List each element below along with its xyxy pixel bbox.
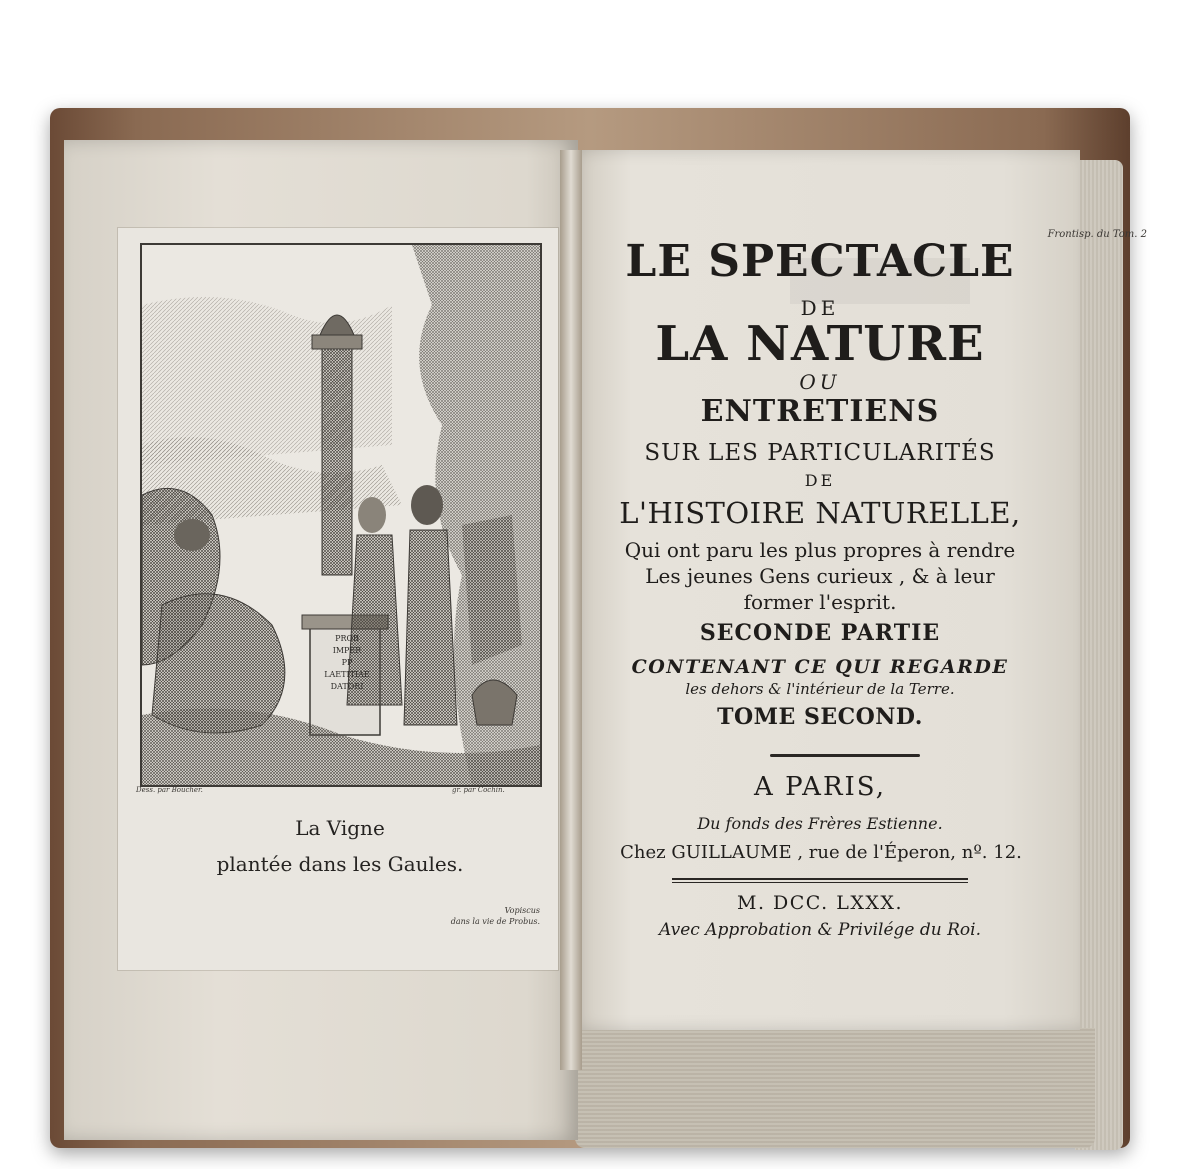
imprint-publisher: Du fonds des Frères Estienne. — [697, 814, 943, 833]
ornamental-rule — [770, 754, 920, 757]
part-contents-heading: CONTENANT CE QUI REGARDE — [631, 656, 1009, 678]
pedestal-inscription: PROB IMPER PP LAETITIAE DATORI — [324, 634, 370, 691]
title-line-histoire-naturelle: L'HISTOIRE NATURELLE, — [619, 496, 1021, 530]
page-block-right-edge — [1075, 160, 1123, 1150]
part-heading: SECONDE PARTIE — [699, 620, 941, 646]
part-contents-description: les dehors & l'intérieur de la Terre. — [685, 680, 955, 698]
engraving-credit-designer: Dess. par Boucher. — [136, 786, 203, 794]
frontispiece-engraving — [140, 243, 542, 787]
subtitle-line-2: Les jeunes Gens curieux , & à leur — [645, 564, 995, 588]
title-line-particularites: SUR LES PARTICULARITÉS — [644, 440, 996, 466]
engraving-credit-engraver: gr. par Cochin. — [452, 786, 505, 794]
frontispiece-top-caption: Frontisp. du Tom. 2 — [1047, 229, 1147, 240]
title-line-le-spectacle: LE SPECTACLE — [625, 236, 1015, 287]
subtitle-line-3: former l'esprit. — [743, 590, 897, 614]
double-rule-top — [672, 878, 968, 880]
frontispiece-caption-line2: plantée dans les Gaules. — [216, 852, 464, 876]
imprint-date: M. DCC. LXXX. — [737, 892, 903, 914]
frontispiece-caption-line1: La Vigne — [295, 816, 385, 840]
imprint-address: Chez GUILLAUME , rue de l'Éperon, nº. 12. — [620, 842, 1022, 863]
engraving-illustration — [142, 245, 540, 785]
frontispiece-source: Vopiscus dans la vie de Probus. — [450, 906, 540, 926]
imprint-privilege: Avec Approbation & Privilége du Roi. — [659, 920, 981, 940]
volume-heading: TOME SECOND. — [717, 704, 923, 730]
title-line-la-nature: LA NATURE — [655, 316, 985, 372]
title-line-ou: OU — [799, 370, 841, 394]
title-line-entretiens: ENTRETIENS — [700, 394, 940, 429]
title-line-de-2: DE — [804, 471, 836, 490]
double-rule-bottom — [672, 882, 968, 883]
page-block-bottom-edge — [575, 1028, 1095, 1148]
book-gutter — [560, 150, 582, 1070]
imprint-city: A PARIS, — [754, 772, 886, 802]
title-line-de: DE — [800, 296, 840, 320]
subtitle-line-1: Qui ont paru les plus propres à rendre — [624, 538, 1016, 562]
